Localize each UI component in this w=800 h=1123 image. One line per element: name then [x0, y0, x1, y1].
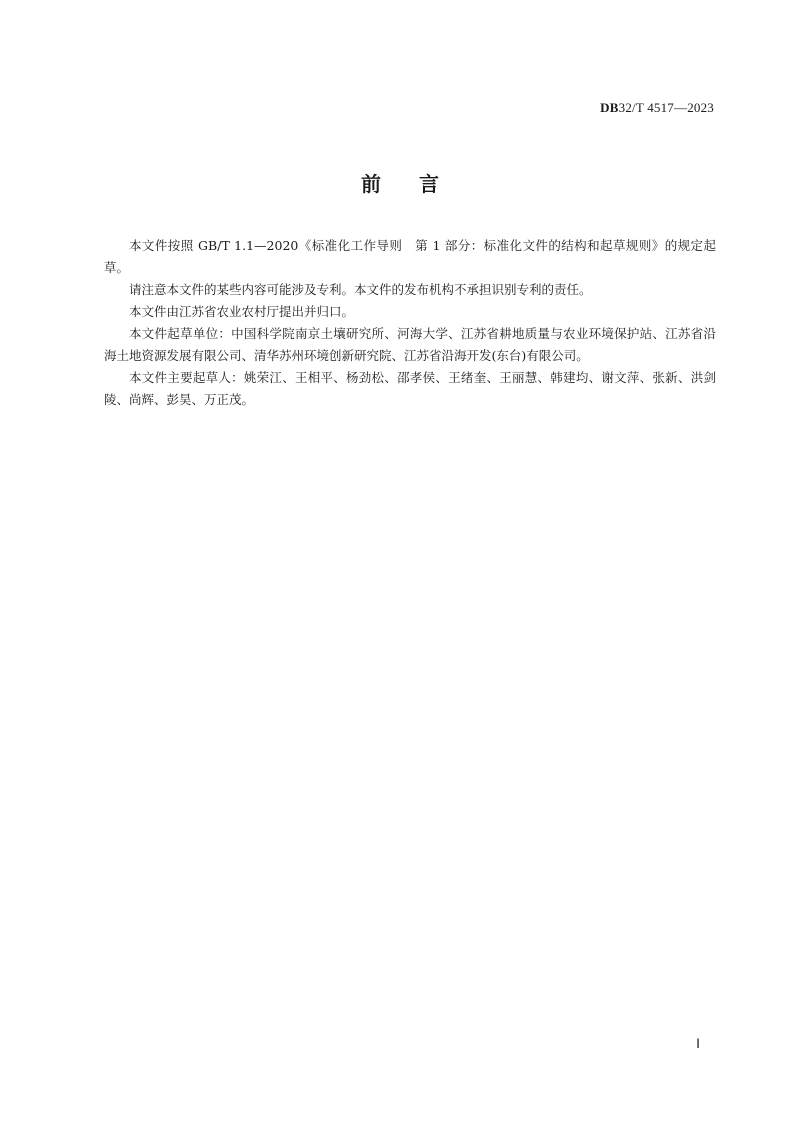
paragraph-proposer: 本文件由江苏省农业农村厅提出并归口。 — [129, 304, 355, 319]
paragraph-drafting-rules: 本文件按照 GB/T 1.1—2020《标准化工作导则 第 1 部分：标准化文件的结构和起草规则》的规定起草。 — [104, 238, 716, 275]
standard-code — [600, 100, 714, 116]
page-title: 前言 — [361, 172, 477, 196]
standard-code-number: 32/T 4517—2023 — [618, 100, 714, 115]
standard-code-prefix: DB — [600, 100, 619, 115]
page-number: Ⅰ — [696, 1036, 700, 1051]
paragraph-patent-notice: 请注意本文件的某些内容可能涉及专利。本文件的发布机构不承担识别专利的责任。 — [129, 282, 592, 297]
preface-body — [104, 235, 716, 411]
paragraph-drafting-units: 本文件起草单位：中国科学院南京土壤研究所、河海大学、江苏省耕地质量与农业环境保护站、江苏省沿海土地资源发展有限公司、清华苏州环境创新研究院、江苏省沿海开发(东台)有限公司。 — [104, 326, 716, 363]
paragraph-drafters: 本文件主要起草人：姚荣江、王相平、杨劲松、邵孝侯、王绪奎、王丽慧、韩建均、谢文萍、张新、洪剑陵、尚辉、彭昊、万正茂。 — [104, 370, 716, 407]
